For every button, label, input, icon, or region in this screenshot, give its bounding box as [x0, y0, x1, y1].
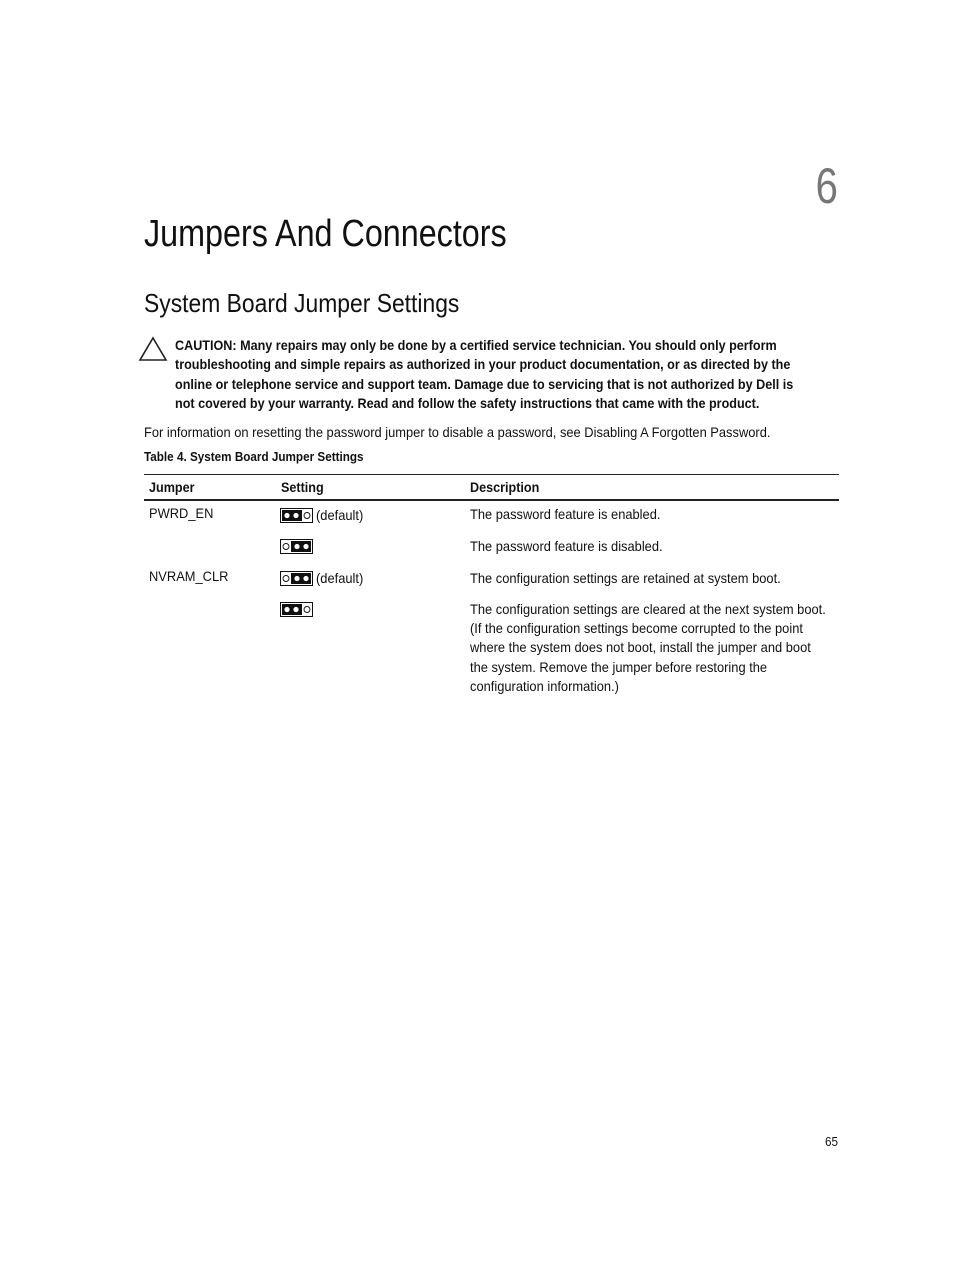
table-caption: Table 4. System Board Jumper Settings [144, 449, 364, 464]
intro-paragraph: For information on resetting the password jumper to disable a password, see Disabling A Forgotten Password. [144, 424, 771, 440]
warning-triangle-icon [138, 336, 168, 362]
table-cell-description: The configuration settings are retained at system boot. [470, 570, 781, 586]
section-title: System Board Jumper Settings [144, 288, 460, 318]
jumper-pins-1-2-icon [280, 602, 313, 617]
chapter-title: Jumpers And Connectors [144, 213, 507, 255]
column-header-setting: Setting [281, 479, 324, 495]
jumper-pins-2-3-icon [280, 571, 313, 586]
table-cell-description: The password feature is enabled. [470, 506, 661, 522]
table-cell-jumper: NVRAM_CLR [149, 568, 229, 584]
chapter-number: 6 [815, 158, 838, 214]
column-header-jumper: Jumper [149, 479, 195, 495]
table-cell-description: The password feature is disabled. [470, 538, 663, 554]
table-cell-jumper: PWRD_EN [149, 505, 214, 521]
column-header-description: Description [470, 479, 540, 495]
jumper-pins-1-2-icon [280, 508, 313, 523]
table-top-rule [144, 474, 839, 475]
table-cell-setting [280, 602, 313, 617]
table-cell-setting [280, 570, 367, 587]
page-number: 65 [825, 1134, 839, 1149]
default-label: (default) [316, 507, 364, 523]
table-cell-setting [280, 507, 367, 524]
jumper-pins-2-3-icon [280, 539, 313, 554]
caution-text: CAUTION: Many repairs may only be done by a certified service technician. You should only perform troubleshooting and simple repairs as authorized in your product documentation, or as directed by the online or telephone service and support team. Damage due to servicing that is not authorized by Dell is not covered by your warranty. Read and follow the safety instructions that came with the product. [175, 337, 794, 411]
table-header-rule [144, 499, 839, 501]
table-cell-setting [280, 539, 313, 554]
table-cell-description: The configuration settings are cleared at the next system boot. (If the configuration settings become corrupted to the point where the system does not boot, install the jumper and boot the system. Remove the jumper before restoring the configuration information.) [470, 601, 826, 694]
default-label: (default) [316, 570, 364, 586]
